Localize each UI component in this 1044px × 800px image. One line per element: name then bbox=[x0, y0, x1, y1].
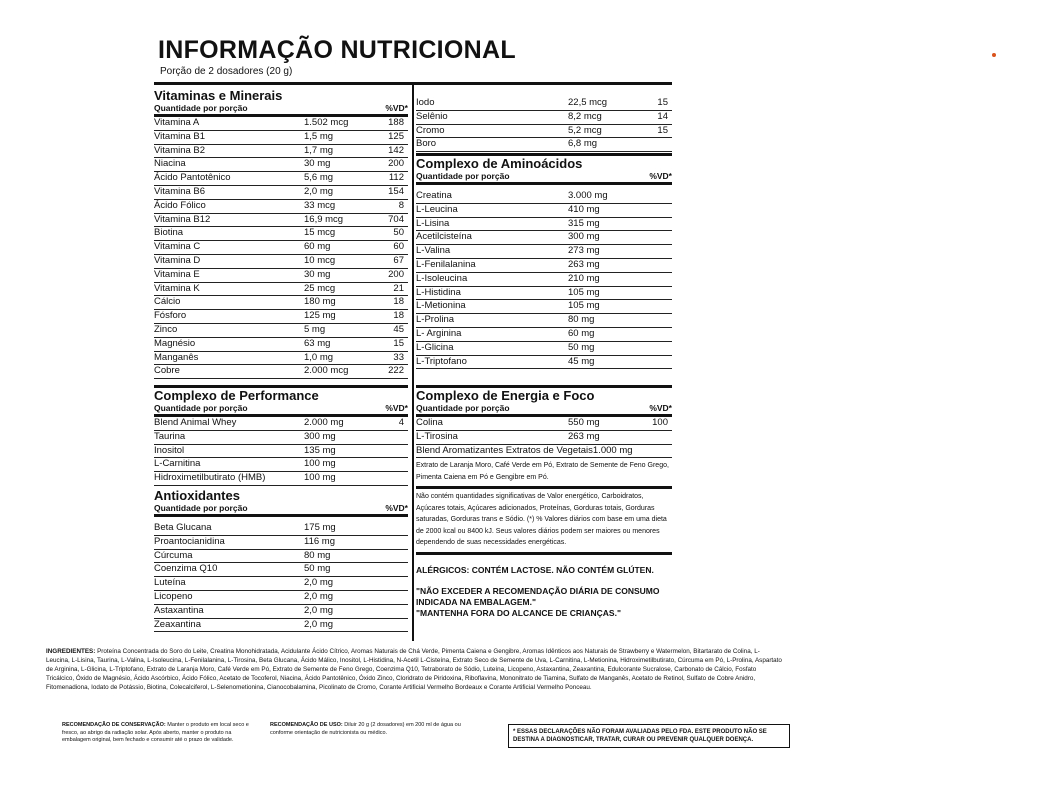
nutrient-amount: 50 mg bbox=[568, 341, 595, 353]
table-row bbox=[154, 352, 408, 366]
nutrition-table bbox=[154, 82, 672, 641]
nutrient-amount: 273 mg bbox=[568, 245, 600, 257]
nutrient-amount: 2,0 mg bbox=[304, 185, 334, 197]
nutrient-amount: 25 mcg bbox=[304, 282, 336, 294]
vd-header: %VD* bbox=[385, 103, 408, 113]
section-header bbox=[416, 403, 672, 417]
nutrient-name: Creatina bbox=[416, 190, 452, 201]
table-row bbox=[154, 522, 408, 536]
table-row bbox=[154, 186, 408, 200]
nutrient-name: Hidroximetilbutirato (HMB) bbox=[154, 472, 266, 484]
table-row bbox=[154, 365, 408, 379]
vd-header: %VD* bbox=[385, 403, 408, 413]
nutrient-vd bbox=[640, 231, 672, 244]
minerals-cont-section bbox=[416, 97, 672, 152]
table-row bbox=[154, 296, 408, 310]
table-row bbox=[154, 158, 408, 172]
table-row bbox=[154, 310, 408, 324]
nutrient-vd bbox=[647, 445, 672, 458]
table-row bbox=[416, 97, 672, 111]
nutrient-amount: 263 mg bbox=[568, 258, 600, 270]
qty-header: Quantidade por porção bbox=[416, 171, 510, 181]
nutrient-vd bbox=[640, 218, 672, 231]
nutrient-amount: 1,7 mg bbox=[304, 144, 334, 156]
nutrient-amount: 50 mg bbox=[304, 563, 331, 575]
nutrient-vd: 15 bbox=[657, 124, 668, 136]
nutrient-name: Vitamina B1 bbox=[154, 130, 206, 142]
ingredients-label: INGREDIENTES: bbox=[46, 648, 96, 655]
nutrient-amount: 105 mg bbox=[568, 300, 600, 312]
vd-header: %VD* bbox=[385, 503, 408, 513]
nutrient-vd bbox=[640, 328, 672, 341]
nutrient-amount: 22,5 mcg bbox=[568, 97, 608, 108]
nutrient-amount: 1,0 mg bbox=[304, 351, 334, 363]
nutrient-name: L- Arginina bbox=[416, 327, 462, 339]
nutrient-vd bbox=[640, 245, 672, 258]
nutrient-vd bbox=[640, 431, 672, 444]
nutrient-name: Blend Aromatizantes Extratos de Vegetais bbox=[416, 444, 593, 456]
nutrient-amount: 15 mcg bbox=[304, 227, 336, 239]
table-row bbox=[416, 342, 672, 356]
nutrient-name: L-Metionina bbox=[416, 300, 466, 312]
antioxidants-section bbox=[154, 489, 408, 632]
nutrient-name: Selênio bbox=[416, 110, 448, 122]
energy-rows bbox=[416, 417, 672, 458]
nutrient-vd: 15 bbox=[393, 337, 404, 349]
nutrient-vd bbox=[640, 342, 672, 355]
nutrient-name: L-Valina bbox=[416, 245, 451, 257]
nutrient-vd: 188 bbox=[388, 117, 404, 128]
nutrient-vd: 14 bbox=[657, 110, 668, 122]
nutrient-vd bbox=[640, 259, 672, 272]
table-row bbox=[154, 324, 408, 338]
vitamins-section bbox=[154, 89, 408, 379]
nutrient-name: Proantocianidina bbox=[154, 535, 225, 547]
nutrient-name: Iodo bbox=[416, 97, 435, 108]
section-header bbox=[416, 171, 672, 185]
table-row bbox=[154, 472, 408, 486]
nutrient-amount: 175 mg bbox=[304, 522, 336, 533]
nutrient-name: L-Fenilalanina bbox=[416, 258, 476, 270]
extracts-note: Extrato de Laranja Moro, Café Verde em Pó, Extrato de Semente de Feno Grego, Pimenta Caiena em Pó e Gengibre em Pó. bbox=[416, 458, 672, 489]
nutrient-name: Coenzima Q10 bbox=[154, 563, 218, 575]
nutrient-amount: 63 mg bbox=[304, 337, 331, 349]
nutrient-amount: 180 mg bbox=[304, 296, 336, 308]
nutrient-vd bbox=[376, 445, 408, 458]
nutrient-amount: 105 mg bbox=[568, 286, 600, 298]
nutrient-amount: 1.502 mcg bbox=[304, 117, 349, 128]
nutrient-amount: 30 mg bbox=[304, 158, 331, 170]
nutrient-name: Luteína bbox=[154, 577, 186, 589]
nutrient-amount: 210 mg bbox=[568, 272, 600, 284]
nutrient-vd: 142 bbox=[388, 144, 404, 156]
nutrient-vd: 125 bbox=[388, 130, 404, 142]
ingredients-block bbox=[46, 648, 782, 693]
section-title: Complexo de Performance bbox=[154, 388, 319, 403]
nutrient-amount: 135 mg bbox=[304, 444, 336, 456]
warning-dose: "NÃO EXCEDER A RECOMENDAÇÃO DIÁRIA DE CONSUMO INDICADA NA EMBALAGEM." bbox=[416, 585, 660, 607]
nutrient-name: Cromo bbox=[416, 124, 445, 136]
nutrient-amount: 45 mg bbox=[568, 355, 595, 367]
nutrient-vd: 112 bbox=[388, 172, 404, 184]
nutrient-name: Vitamina A bbox=[154, 117, 200, 128]
amino-section bbox=[416, 153, 672, 369]
nutrient-amount: 10 mcg bbox=[304, 254, 336, 266]
nutrient-vd bbox=[640, 287, 672, 300]
fda-claims-box: * ESSAS DECLARAÇÕES NÃO FORAM AVALIADAS PELO FDA. ESTE PRODUTO NÃO SE DESTINA A DIAGNOSTICAR, TRATAR, CURAR OU PREVENIR QUALQUER DOENÇA. bbox=[508, 724, 790, 748]
nutrient-amount: 2,0 mg bbox=[304, 604, 334, 616]
nutrient-name: Inositol bbox=[154, 444, 185, 456]
usage-text: Diluir 20 g (2 dosadores) em 200 ml de água ou conforme orientação de nutricionista ou médico. bbox=[270, 722, 461, 736]
nutrient-name: Manganês bbox=[154, 351, 199, 363]
accent-dot bbox=[992, 53, 996, 57]
nutrient-vd bbox=[376, 522, 408, 535]
table-row bbox=[154, 283, 408, 297]
nutrient-name: Vitamina B12 bbox=[154, 213, 211, 225]
qty-header: Quantidade por porção bbox=[154, 103, 248, 113]
table-row bbox=[416, 204, 672, 218]
nutrient-amount: 263 mg bbox=[568, 430, 600, 442]
section-title: Antioxidantes bbox=[154, 488, 240, 503]
nutrient-vd bbox=[376, 458, 408, 471]
nutrient-vd bbox=[640, 190, 672, 203]
table-row bbox=[154, 227, 408, 241]
nutrient-name: Biotina bbox=[154, 227, 184, 239]
nutrient-name: L-Prolina bbox=[416, 314, 455, 326]
table-row bbox=[154, 131, 408, 145]
table-row bbox=[154, 214, 408, 228]
table-row bbox=[416, 138, 672, 152]
page-title: INFORMAÇÃO NUTRICIONAL bbox=[158, 36, 516, 64]
nutrient-vd bbox=[376, 550, 408, 563]
nutrient-amount: 2,0 mg bbox=[304, 618, 334, 630]
nutrient-vd bbox=[640, 300, 672, 313]
nutrient-amount: 5,2 mcg bbox=[568, 124, 602, 136]
table-row bbox=[154, 117, 408, 131]
storage-text: Manter o produto em local seco e fresco, ao abrigo da radiação solar. Após aberto, manter o produto na embalagem original, bem fechado e consumir até o prazo de validade. bbox=[62, 722, 249, 743]
table-row bbox=[154, 445, 408, 459]
nutrient-amount: 5 mg bbox=[304, 323, 326, 335]
nutrient-vd: 200 bbox=[388, 268, 404, 280]
nutrient-name: Ácido Fólico bbox=[154, 199, 206, 211]
nutrient-name: L-Histidina bbox=[416, 286, 461, 298]
nutrient-vd: 222 bbox=[388, 365, 404, 377]
nutrient-amount: 2.000 mg bbox=[304, 417, 344, 428]
table-row bbox=[154, 338, 408, 352]
nutrient-vd bbox=[640, 314, 672, 327]
nutrient-name: L-Lisina bbox=[416, 217, 450, 229]
nutrient-name: Vitamina B2 bbox=[154, 144, 206, 156]
table-row bbox=[154, 417, 408, 431]
nutrient-vd: 15 bbox=[657, 97, 668, 108]
table-row bbox=[154, 563, 408, 577]
nutrient-vd: 50 bbox=[393, 227, 404, 239]
nutrient-name: Magnésio bbox=[154, 337, 196, 349]
table-row bbox=[416, 417, 672, 431]
storage-label: RECOMENDAÇÃO DE CONSERVAÇÃO: bbox=[62, 722, 166, 728]
qty-header: Quantidade por porção bbox=[154, 503, 248, 513]
nutrient-name: Blend Animal Whey bbox=[154, 417, 237, 428]
table-row bbox=[416, 218, 672, 232]
allergens-text: ALÉRGICOS: CONTÉM LACTOSE. NÃO CONTÉM GLÚTEN. bbox=[416, 564, 654, 575]
nutrient-name: Colina bbox=[416, 417, 443, 428]
amino-rows bbox=[416, 190, 672, 369]
nutrient-name: Beta Glucana bbox=[154, 522, 212, 533]
nutrient-vd bbox=[640, 356, 672, 369]
vitamins-rows bbox=[154, 117, 408, 379]
nutrient-name: Vitamina D bbox=[154, 254, 201, 266]
table-row bbox=[416, 300, 672, 314]
nutrient-name: Niacina bbox=[154, 158, 186, 170]
nutrient-vd bbox=[640, 138, 672, 151]
table-row bbox=[416, 273, 672, 287]
nutrient-vd bbox=[376, 619, 408, 632]
nutrient-amount: 100 mg bbox=[304, 458, 336, 470]
table-row bbox=[416, 431, 672, 445]
nutrient-amount: 2,0 mg bbox=[304, 590, 334, 602]
nutrient-vd: 154 bbox=[388, 185, 404, 197]
nutrient-vd: 18 bbox=[393, 310, 404, 322]
nutrient-vd bbox=[376, 563, 408, 576]
nutrient-amount: 60 mg bbox=[568, 327, 595, 339]
table-row bbox=[416, 190, 672, 204]
section-header bbox=[154, 403, 408, 417]
nutrient-vd: 60 bbox=[393, 241, 404, 253]
nutrient-amount: 80 mg bbox=[304, 549, 331, 561]
nutrient-vd bbox=[376, 431, 408, 444]
ingredients-text: Proteína Concentrada do Soro do Leite, Creatina Monohidratada, Acidulante Ácido Cítrico, Aromas Naturais de Chá Verde, Pimenta Caiena e Gengibre, Aromas Idênticos aos Naturais de Strawberry e Watermelon, Bitartarato de Colina, L-Leucina, L-Lisina, Taurina, L-Valina, L-Isoleucina, L-Fenilalanina, L-Tirosina, Beta Glucana, Ácido Málico, Inositol, L-Histidina, N-Acetil L-Cisteína, Extrato Seco de Semente de Uva, L-Carnitina, L-Metionina, Hidroximetilbutirato, Cúrcuma em Pó, L-Prolina, Aspartato de Arginina, L-Glicina, L-Triptofano, Extrato de Laranja Moro, Café Verde em Pó, Extrato de Semente de Feno Grego, Coenzima Q10, Tetraborato de Sódio, Luteína, Licopeno, Astaxantina, Zeaxantina, Edulcorante Sucralose, Carbonato de Cálcio, Fosfato Tricálcico, Óxido de Magnésio, Ácido Ascórbico, Ácido Fólico, Acetato de Tocoferol, Niacina, Ácido Pantotênico, Óxido Zinco, Cloridrato de Piridoxina, Riboflavina, Mononitrato de Tiamina, Sulfato de Manganês, Acetato de Retinol, Sulfato de Cobre Anidro, Fitomenadiona, Iodato de Potássio, Biotina, Colecalciferol, L-Selenometionina, Cianocobalamina, Picolinato de Cromo, Corante Artificial Vermelho Bordeaux e Corante Artificial Vermelho Ponceau. bbox=[46, 648, 782, 691]
nutrient-amount: 315 mg bbox=[568, 217, 600, 229]
vd-header: %VD* bbox=[649, 403, 672, 413]
nutrient-vd: 21 bbox=[393, 282, 404, 294]
table-row bbox=[416, 125, 672, 139]
table-row bbox=[154, 172, 408, 186]
table-row bbox=[416, 314, 672, 328]
nutrient-vd: 33 bbox=[393, 351, 404, 363]
nutrient-amount: 410 mg bbox=[568, 203, 600, 215]
nutrient-vd: 704 bbox=[388, 213, 404, 225]
nutrient-amount: 3.000 mg bbox=[568, 190, 608, 201]
table-row bbox=[154, 145, 408, 159]
nutrient-name: Vitamina B6 bbox=[154, 185, 206, 197]
nutrient-name: Cobre bbox=[154, 365, 180, 377]
section-header bbox=[154, 503, 408, 517]
vd-header: %VD* bbox=[649, 171, 672, 181]
nutrient-amount: 60 mg bbox=[304, 241, 331, 253]
minerals-cont-rows bbox=[416, 97, 672, 152]
nutrient-name: Vitamina C bbox=[154, 241, 201, 253]
nutrient-name: Ácido Pantotênico bbox=[154, 172, 231, 184]
table-row bbox=[154, 255, 408, 269]
table-row bbox=[154, 577, 408, 591]
table-row bbox=[416, 445, 672, 459]
nutrient-name: L-Isoleucina bbox=[416, 272, 468, 284]
nutrient-name: Astaxantina bbox=[154, 604, 204, 616]
table-row bbox=[416, 111, 672, 125]
table-row bbox=[154, 536, 408, 550]
nutrient-amount: 1,5 mg bbox=[304, 130, 334, 142]
nutrient-amount: 5,6 mg bbox=[304, 172, 334, 184]
nutrient-amount: 550 mg bbox=[568, 417, 600, 428]
section-title: Vitaminas e Minerais bbox=[154, 88, 283, 103]
table-row bbox=[416, 259, 672, 273]
nutrient-name: Vitamina K bbox=[154, 282, 200, 294]
storage-block bbox=[62, 722, 252, 745]
nutrient-name: L-Glicina bbox=[416, 341, 454, 353]
qty-header: Quantidade por porção bbox=[416, 403, 510, 413]
nutrient-vd: 200 bbox=[388, 158, 404, 170]
nutrient-vd bbox=[640, 273, 672, 286]
nutrient-vd bbox=[376, 577, 408, 590]
nutrient-name: Licopeno bbox=[154, 590, 193, 602]
nutrient-vd: 45 bbox=[393, 323, 404, 335]
nutrient-name: Zinco bbox=[154, 323, 178, 335]
energy-section bbox=[416, 385, 672, 619]
nutrient-name: Taurina bbox=[154, 430, 186, 442]
nutrient-name: Vitamina E bbox=[154, 268, 200, 280]
table-row bbox=[416, 231, 672, 245]
nutrient-amount: 116 mg bbox=[304, 535, 335, 547]
nutrient-name: L-Leucina bbox=[416, 203, 458, 215]
nutrient-amount: 300 mg bbox=[304, 430, 336, 442]
table-row bbox=[416, 356, 672, 370]
performance-section bbox=[154, 385, 408, 486]
nutrient-vd: 67 bbox=[393, 254, 404, 266]
nutrient-vd bbox=[376, 536, 408, 549]
table-row bbox=[154, 269, 408, 283]
nutrient-name: Zeaxantina bbox=[154, 618, 202, 630]
usage-label: RECOMENDAÇÃO DE USO: bbox=[270, 722, 343, 728]
nutrient-amount: 2,0 mg bbox=[304, 577, 334, 589]
table-row bbox=[154, 241, 408, 255]
nutrient-vd bbox=[376, 472, 408, 485]
nutrient-name: Cúrcuma bbox=[154, 549, 193, 561]
table-row bbox=[154, 605, 408, 619]
nutrient-vd bbox=[640, 204, 672, 217]
nutrient-amount: 30 mg bbox=[304, 268, 331, 280]
usage-block bbox=[270, 722, 480, 737]
nutrient-amount: 80 mg bbox=[568, 314, 595, 326]
nutrient-vd: 8 bbox=[398, 199, 404, 211]
disclaimer-text: Não contém quantidades significativas de Valor energético, Carboidratos, Açúcares totais, Açúcares adicionados, Proteínas, Gorduras totais, Gorduras saturadas, Gorduras trans e Sódio. (*) % Valores diários com base em uma dieta de 2000 kcal ou 8400 kJ. Seus valores diários podem ser maiores ou menores dependendo de suas necessidades energéticas. bbox=[416, 489, 672, 555]
portion-text: Porção de 2 dosadores (20 g) bbox=[160, 66, 293, 77]
performance-rows bbox=[154, 417, 408, 486]
nutrient-amount: 1.000 mg bbox=[592, 444, 633, 456]
nutrient-amount: 300 mg bbox=[568, 231, 600, 243]
warning-children: "MANTENHA FORA DO ALCANCE DE CRIANÇAS." bbox=[416, 607, 621, 618]
nutrient-name: L-Triptofano bbox=[416, 355, 467, 367]
nutrient-vd bbox=[376, 591, 408, 604]
nutrient-vd: 100 bbox=[652, 417, 668, 428]
nutrient-vd: 18 bbox=[393, 296, 404, 308]
nutrient-name: Acetilcisteína bbox=[416, 231, 472, 243]
nutrient-amount: 6,8 mg bbox=[568, 138, 598, 150]
nutrient-amount: 8,2 mcg bbox=[568, 110, 602, 122]
column-divider bbox=[412, 85, 414, 641]
section-title: Complexo de Aminoácidos bbox=[416, 156, 583, 171]
table-row bbox=[154, 200, 408, 214]
table-row bbox=[154, 591, 408, 605]
table-row bbox=[416, 245, 672, 259]
nutrient-name: L-Tirosina bbox=[416, 430, 458, 442]
section-title: Complexo de Energia e Foco bbox=[416, 388, 595, 403]
nutrient-amount: 125 mg bbox=[304, 310, 336, 322]
nutrient-amount: 33 mcg bbox=[304, 199, 336, 211]
nutrient-vd bbox=[376, 605, 408, 618]
table-row bbox=[416, 287, 672, 301]
table-row bbox=[154, 619, 408, 633]
nutrient-name: L-Carnitina bbox=[154, 458, 201, 470]
nutrient-amount: 2.000 mcg bbox=[304, 365, 349, 377]
section-header bbox=[154, 103, 408, 117]
nutrient-amount: 16,9 mcg bbox=[304, 213, 344, 225]
nutrient-name: Boro bbox=[416, 138, 437, 150]
nutrient-vd: 4 bbox=[398, 417, 404, 428]
table-row bbox=[154, 458, 408, 472]
table-row bbox=[416, 328, 672, 342]
nutrient-name: Cálcio bbox=[154, 296, 181, 308]
nutrient-name: Fósforo bbox=[154, 310, 187, 322]
nutrient-amount: 100 mg bbox=[304, 472, 336, 484]
qty-header: Quantidade por porção bbox=[154, 403, 248, 413]
antioxidants-rows bbox=[154, 522, 408, 632]
table-row bbox=[154, 431, 408, 445]
table-row bbox=[154, 550, 408, 564]
